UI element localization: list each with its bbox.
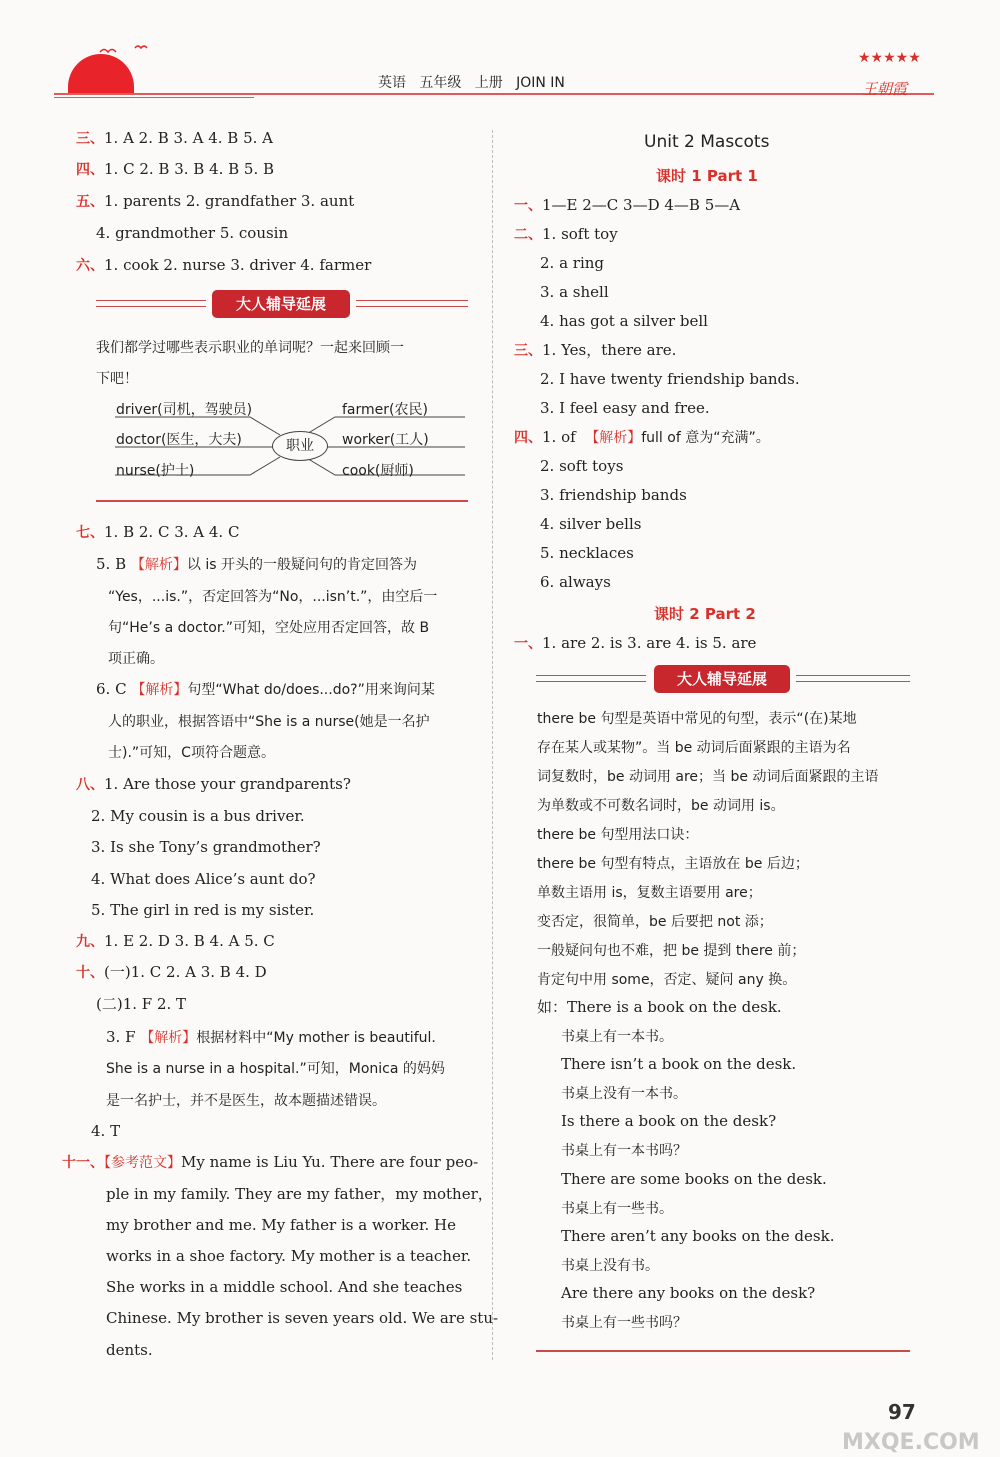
intro-line-1: 我们都学过哪些表示职业的单词呢？一起来回顾一 xyxy=(96,340,404,356)
essay-line: She works in a middle school. And she teaches xyxy=(106,1278,463,1296)
banner-extension-right: 大人辅导延展 xyxy=(654,665,790,693)
stars-icon: ★★★★★ xyxy=(858,50,921,66)
header-grade: 五年级 xyxy=(419,75,462,91)
answer-row-r4: 四、1. of 【解析】full of 意为“充满”。 xyxy=(514,428,770,446)
example-line: There aren’t any books on the desk. xyxy=(561,1227,835,1245)
example-line: 书桌上没有一本书。 xyxy=(561,1086,687,1102)
answer-line: 4. What does Alice’s aunt do? xyxy=(91,870,316,888)
banner-line-right-2 xyxy=(356,306,468,307)
essay-line: my brother and me. My father is a worker. He xyxy=(106,1216,456,1234)
example-head: 如：There is a book on the desk. xyxy=(537,998,782,1016)
lesson-heading: 课时 1 Part 1 xyxy=(656,167,758,185)
mind-map-item: farmer(农民) xyxy=(342,402,428,418)
column-divider xyxy=(492,130,493,1360)
banner-line-left-2 xyxy=(96,306,206,307)
header-rule-thin xyxy=(54,97,254,98)
explanation-line: 人的职业，根据答语中“She is a nurse(她是一名护 xyxy=(108,714,430,730)
watermark: MXQE.COM xyxy=(842,1430,980,1455)
extension-line: there be 句型用法口诀： xyxy=(537,827,699,843)
extension-line: 单数主语用 is，复数主语要用 are； xyxy=(537,885,762,901)
answer-line: 2. I have twenty friendship bands. xyxy=(540,370,800,388)
lesson-heading: 课时 2 Part 2 xyxy=(654,605,756,623)
banner-line-left xyxy=(536,675,646,676)
answer-row-3: 三、1. A 2. B 3. A 4. B 5. A xyxy=(76,129,274,147)
example-line: 书桌上有一本书。 xyxy=(561,1029,673,1045)
answer-line: 4. silver bells xyxy=(540,515,642,533)
extension-line: 存在某人或某物”。当 be 动词后面紧跟的主语为名 xyxy=(537,740,851,756)
answer-row-7: 七、1. B 2. C 3. A 4. C xyxy=(76,523,240,541)
answer-row-5: 五、1. parents 2. grandfather 3. aunt xyxy=(76,192,355,210)
mind-map-item: worker(工人) xyxy=(342,432,429,448)
header-rule xyxy=(54,93,934,95)
answer-row-10: 十、(一)1. C 2. A 3. B 4. D xyxy=(76,963,267,981)
banner-extension-left: 大人辅导延展 xyxy=(212,290,350,318)
answer-line: 3. friendship bands xyxy=(540,486,687,504)
header-edition: JOIN IN xyxy=(516,75,565,91)
extension-bottom-rule xyxy=(96,500,468,502)
header-subject: 英语 xyxy=(378,75,406,91)
essay-line: works in a shoe factory. My mother is a teacher. xyxy=(106,1247,472,1265)
explanation-line: 项正确。 xyxy=(108,651,164,667)
banner-line-left xyxy=(96,300,206,301)
answer-line: 6. always xyxy=(540,573,611,591)
answer-row-r1: 一、1—E 2—C 3—D 4—B 5—A xyxy=(514,196,741,214)
explanation-line: 6. C 【解析】句型“What do/does...do?”用来询问某 xyxy=(96,680,435,698)
essay-line: dents. xyxy=(106,1341,153,1359)
answer-row-11: 十一、【参考范文】My name is Liu Yu. There are four peo- xyxy=(62,1153,479,1171)
answer-row-9: 九、1. E 2. D 3. B 4. A 5. C xyxy=(76,932,275,950)
header-text xyxy=(378,72,565,92)
brand-logo: 王朝霞 xyxy=(862,80,908,98)
example-line: 书桌上有一本书吗？ xyxy=(561,1143,687,1159)
example-line: Are there any books on the desk? xyxy=(561,1284,816,1302)
example-line: There isn’t a book on the desk. xyxy=(561,1055,797,1073)
extension-line: 肯定句中用 some，否定、疑问 any 换。 xyxy=(537,972,797,988)
answer-line: 3. a shell xyxy=(540,283,609,301)
answer-line: 2. soft toys xyxy=(540,457,624,475)
answer-row-r2: 二、1. soft toy xyxy=(514,225,618,243)
explanation-line: 句“He’s a doctor.”可知，空处应用否定回答，故 B xyxy=(108,620,430,636)
answer-line: (二)1. F 2. T xyxy=(96,995,187,1013)
header-volume: 上册 xyxy=(474,75,503,91)
mind-map-item: nurse(护士) xyxy=(116,463,195,479)
answer-line: 3. Is she Tony’s grandmother? xyxy=(91,838,321,856)
extension-line: 变否定，很简单，be 后要把 not 添； xyxy=(537,914,773,930)
mind-map-item: cook(厨师) xyxy=(342,463,414,479)
answer-row-r3: 三、1. Yes，there are. xyxy=(514,341,677,359)
explanation-line: 士).”可知，C项符合题意。 xyxy=(108,745,275,761)
example-line: 书桌上有一些书。 xyxy=(561,1201,673,1217)
answer-row-r5: 一、1. are 2. is 3. are 4. is 5. are xyxy=(514,634,757,652)
banner-line-right-2 xyxy=(796,681,910,682)
answer-row-4: 四、1. C 2. B 3. B 4. B 5. B xyxy=(76,160,275,178)
banner-line-right xyxy=(796,675,910,676)
answer-line: 5. The girl in red is my sister. xyxy=(91,901,315,919)
answer-row-8: 八、1. Are those your grandparents? xyxy=(76,775,351,793)
example-line: 书桌上有一些书吗？ xyxy=(561,1315,687,1331)
extension-line: 词复数时，be 动词用 are；当 be 动词后面紧跟的主语 xyxy=(537,769,879,785)
banner-line-left-2 xyxy=(536,681,646,682)
extension-line: 为单数或不可数名词时，be 动词用 is。 xyxy=(537,798,785,814)
example-line: There are some books on the desk. xyxy=(561,1170,827,1188)
answer-row-6: 六、1. cook 2. nurse 3. driver 4. farmer xyxy=(76,256,372,274)
answer-line: 4. T xyxy=(91,1122,121,1140)
example-line: Is there a book on the desk? xyxy=(561,1112,777,1130)
explanation-line: 是一名护士，并不是医生，故本题描述错误。 xyxy=(106,1093,386,1109)
intro-line-2: 下吧！ xyxy=(96,371,138,387)
birds-icon xyxy=(95,42,155,62)
extension-line: 一般疑问句也不难，把 be 提到 there 前； xyxy=(537,943,806,959)
answer-line: 5. necklaces xyxy=(540,544,634,562)
answer-line: 3. I feel easy and free. xyxy=(540,399,710,417)
explanation-line: “Yes，...is.”，否定回答为“No，...isn’t.”，由空后一 xyxy=(108,589,438,605)
mind-map-center: 职业 xyxy=(272,431,328,461)
example-line: 书桌上没有书。 xyxy=(561,1258,659,1274)
extension-line: there be 句型有特点，主语放在 be 后边； xyxy=(537,856,809,872)
unit-title: Unit 2 Mascots xyxy=(644,132,770,152)
answer-line: 2. a ring xyxy=(540,254,605,272)
explanation-line: She is a nurse in a hospital.”可知，Monica 的妈妈 xyxy=(106,1061,445,1077)
extension-bottom-rule xyxy=(536,1350,910,1352)
explanation-line: 3. F 【解析】根据材料中“My mother is beautiful. xyxy=(106,1028,436,1046)
explanation-line: 5. B 【解析】以 is 开头的一般疑问句的肯定回答为 xyxy=(96,555,417,573)
mind-map-item: driver(司机，驾驶员) xyxy=(116,402,253,418)
answer-line: 2. My cousin is a bus driver. xyxy=(91,807,305,825)
extension-line: there be 句型是英语中常见的句型，表示“(在)某地 xyxy=(537,711,857,727)
page-number: 97 xyxy=(888,1400,916,1424)
essay-line: Chinese. My brother is seven years old. We are stu- xyxy=(106,1309,499,1327)
essay-line: ple in my family. They are my father，my mother， xyxy=(106,1185,493,1203)
mind-map-item: doctor(医生，大夫) xyxy=(116,432,242,448)
answer-line: 4. has got a silver bell xyxy=(540,312,708,330)
answer-row-5-cont: 4. grandmother 5. cousin xyxy=(96,224,289,242)
banner-line-right xyxy=(356,300,468,301)
